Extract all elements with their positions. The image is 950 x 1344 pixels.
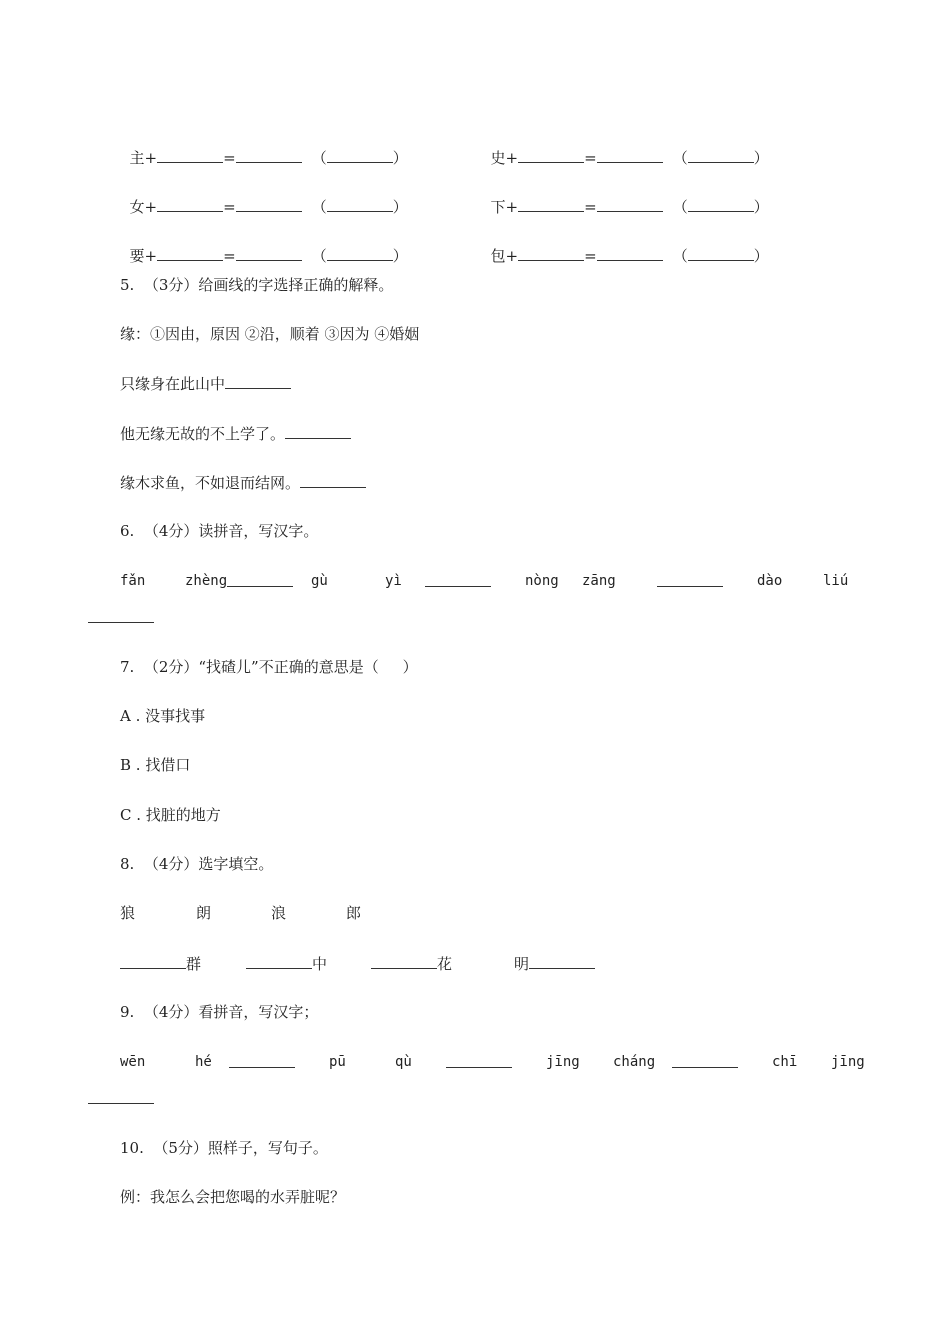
answer-blank[interactable] bbox=[597, 245, 663, 261]
answer-blank[interactable] bbox=[236, 245, 302, 261]
answer-blank[interactable] bbox=[518, 196, 584, 212]
question-title: 8. （4分）选字填空。 bbox=[120, 855, 274, 873]
answer-blank[interactable] bbox=[236, 147, 302, 163]
answer-blank[interactable] bbox=[157, 147, 223, 163]
question-title: 7. （2分）“找碴儿”不正确的意思是（ ） bbox=[120, 658, 418, 676]
answer-blank[interactable] bbox=[597, 147, 663, 163]
answer-blank[interactable] bbox=[120, 953, 186, 969]
pinyin: wēn bbox=[120, 1054, 146, 1070]
sentence-item: 缘木求鱼，不如退而结网。 bbox=[120, 472, 366, 493]
word-formation-row: 史+ = （ ） bbox=[490, 149, 769, 167]
answer-blank[interactable] bbox=[285, 423, 351, 439]
answer-blank[interactable] bbox=[518, 245, 584, 261]
base-char: 女+ bbox=[129, 198, 158, 216]
answer-blank[interactable] bbox=[225, 373, 291, 389]
pinyin: zāng bbox=[582, 573, 616, 589]
definition-line: 缘：①因由，原因 ②沿，顺着 ③因为 ④婚姻 bbox=[120, 325, 420, 343]
answer-blank[interactable] bbox=[597, 196, 663, 212]
fill-item: 群 bbox=[120, 953, 201, 974]
question-title: 10. （5分）照样子，写句子。 bbox=[120, 1139, 328, 1157]
pinyin: zhèng bbox=[185, 573, 228, 589]
answer-blank[interactable] bbox=[327, 245, 393, 261]
option-a[interactable]: A . 没事找事 bbox=[120, 707, 206, 725]
choice-char: 狼 bbox=[120, 904, 136, 922]
base-char: 主+ bbox=[129, 149, 158, 167]
base-char: 要+ bbox=[129, 247, 158, 265]
answer-blank[interactable] bbox=[518, 147, 584, 163]
answer-blank[interactable] bbox=[425, 571, 491, 587]
word-formation-row: 女+ = （ ） bbox=[129, 198, 408, 216]
pinyin: cháng bbox=[613, 1054, 656, 1070]
sentence-item: 他无缘无故的不上学了。 bbox=[120, 423, 351, 444]
pinyin: liú bbox=[823, 573, 849, 589]
answer-blank[interactable] bbox=[688, 147, 754, 163]
word-formation-row: 下+ = （ ） bbox=[490, 198, 769, 216]
example-sentence: 例：我怎么会把您喝的水弄脏呢？ bbox=[120, 1188, 346, 1206]
pinyin: chī bbox=[772, 1054, 798, 1070]
base-char: 包+ bbox=[490, 247, 519, 265]
answer-blank[interactable] bbox=[327, 196, 393, 212]
answer-blank[interactable] bbox=[672, 1052, 738, 1068]
answer-blank[interactable] bbox=[371, 953, 437, 969]
pinyin: yì bbox=[385, 573, 402, 589]
answer-blank[interactable] bbox=[229, 1052, 295, 1068]
pinyin: nòng bbox=[525, 573, 559, 589]
answer-blank[interactable] bbox=[246, 953, 312, 969]
answer-blank[interactable] bbox=[327, 147, 393, 163]
answer-blank[interactable] bbox=[688, 245, 754, 261]
base-char: 下+ bbox=[490, 198, 519, 216]
choice-char: 郎 bbox=[346, 904, 362, 922]
fill-item: 中 bbox=[246, 953, 327, 974]
base-char: 史+ bbox=[490, 149, 519, 167]
fill-item: 明 bbox=[514, 953, 595, 974]
option-c[interactable]: C . 找脏的地方 bbox=[120, 806, 221, 824]
answer-blank[interactable] bbox=[236, 196, 302, 212]
pinyin: gù bbox=[311, 573, 328, 589]
answer-blank[interactable] bbox=[227, 571, 293, 587]
question-title: 9. （4分）看拼音，写汉字； bbox=[120, 1003, 319, 1021]
pinyin: qù bbox=[395, 1054, 412, 1070]
answer-blank[interactable] bbox=[657, 571, 723, 587]
answer-blank[interactable] bbox=[157, 196, 223, 212]
choice-char: 朗 bbox=[196, 904, 212, 922]
pinyin: jīng bbox=[831, 1054, 865, 1070]
option-b[interactable]: B . 找借口 bbox=[120, 756, 191, 774]
answer-blank[interactable] bbox=[88, 607, 154, 623]
pinyin: fǎn bbox=[120, 573, 146, 589]
word-formation-row: 要+ = （ ） bbox=[129, 247, 408, 265]
question-title: 6. （4分）读拼音，写汉字。 bbox=[120, 522, 319, 540]
word-formation-row: 包+ = （ ） bbox=[490, 247, 769, 265]
answer-blank[interactable] bbox=[300, 472, 366, 488]
answer-blank[interactable] bbox=[88, 1088, 154, 1104]
word-formation-row: 主+ = （ ） bbox=[129, 149, 408, 167]
choice-char: 浪 bbox=[271, 904, 287, 922]
pinyin: jīng bbox=[546, 1054, 580, 1070]
pinyin: dào bbox=[757, 573, 783, 589]
answer-blank[interactable] bbox=[446, 1052, 512, 1068]
answer-blank[interactable] bbox=[529, 953, 595, 969]
answer-blank[interactable] bbox=[688, 196, 754, 212]
sentence-item: 只缘身在此山中 bbox=[120, 373, 291, 394]
answer-blank[interactable] bbox=[157, 245, 223, 261]
fill-item: 花 bbox=[371, 953, 452, 974]
question-title: 5. （3分）给画线的字选择正确的解释。 bbox=[120, 276, 394, 294]
pinyin: pū bbox=[329, 1054, 346, 1070]
pinyin: hé bbox=[195, 1054, 212, 1070]
